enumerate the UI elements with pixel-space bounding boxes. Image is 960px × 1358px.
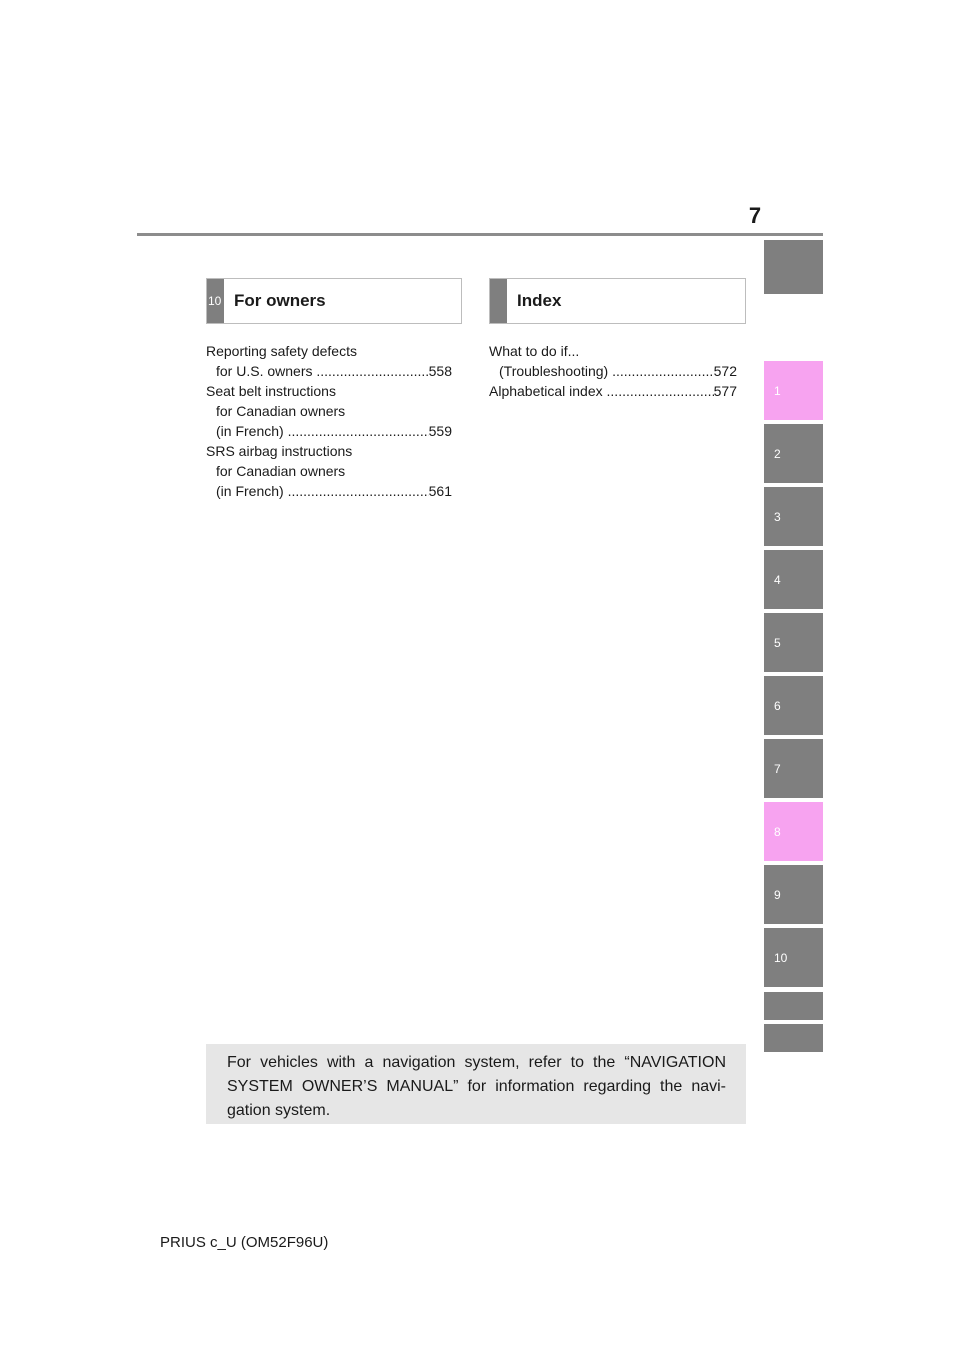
chapter-tab-label: 1: [774, 383, 781, 398]
section-header-index: [489, 278, 746, 324]
chapter-tab-blank-2[interactable]: [764, 1024, 823, 1052]
toc-page-number: 577: [713, 383, 737, 399]
section-title: Index: [517, 291, 562, 310]
toc-entry-what-to-do-if[interactable]: [489, 341, 737, 381]
toc-entry-seat-belt-instructions[interactable]: [206, 381, 452, 441]
chapter-tab-label: 10: [774, 950, 788, 965]
chapter-tab-4[interactable]: [764, 550, 823, 609]
toc-entry-line: [206, 361, 452, 381]
chapter-tab-10[interactable]: [764, 928, 823, 987]
toc-entry-line: [206, 481, 452, 501]
chapter-tab-7[interactable]: [764, 739, 823, 798]
toc-entry-subtitle: (in French) .....: [216, 421, 429, 441]
toc-entry-title: SRS airbag instructions: [206, 443, 353, 459]
chapter-tab-label: 5: [774, 635, 781, 650]
section-number: 10: [207, 279, 224, 323]
toc-page-number: 558: [428, 363, 452, 379]
navigation-note-box: For vehicles with a navigation system, refer to the “NAVIGATION SYSTEM OWNER’S MANUAL” for information regarding the navi-gation system.: [206, 1044, 746, 1124]
toc-entry-title: Seat belt instructions: [206, 383, 336, 399]
toc-page-number: 559: [428, 423, 452, 439]
toc-entry-subtitle: for Canadian owners: [216, 463, 346, 479]
toc-entry-line: [489, 381, 737, 401]
page-number: 7: [748, 203, 762, 228]
chapter-tab-label: 6: [774, 698, 781, 713]
toc-entry-subtitle: (Troubleshooting) .....: [499, 361, 714, 381]
footer-manual-id: PRIUS c_U (OM52F96U): [160, 1234, 329, 1251]
chapter-tab-label: 4: [774, 572, 781, 587]
chapter-tab-2[interactable]: [764, 424, 823, 483]
header-rule: [137, 233, 823, 236]
chapter-tab-label: 8: [774, 824, 781, 839]
chapter-tab-8[interactable]: [764, 802, 823, 861]
toc-entry-title: Alphabetical index .....: [489, 381, 714, 401]
chapter-tab-label: 3: [774, 509, 781, 524]
toc-entry-title: Reporting safety defects: [206, 343, 357, 359]
toc-entry-subtitle: (in French) .....: [216, 481, 429, 501]
chapter-tab-blank-1[interactable]: [764, 992, 823, 1020]
chapter-tab-5[interactable]: [764, 613, 823, 672]
chapter-tab-label: 7: [774, 761, 781, 776]
toc-page-number: 572: [713, 363, 737, 379]
toc-entry-line: [206, 421, 452, 441]
section-header-for-owners: [206, 278, 462, 324]
toc-entry-alphabetical-index[interactable]: [489, 381, 737, 401]
toc-entry-title: What to do if...: [489, 343, 580, 359]
chapter-tab-9[interactable]: [764, 865, 823, 924]
section-title: For owners: [234, 291, 326, 310]
chapter-tab-label: 2: [774, 446, 781, 461]
toc-index: [489, 341, 737, 401]
section-number: [490, 279, 507, 323]
toc-entry-srs-airbag-instructions[interactable]: [206, 441, 452, 501]
chapter-tab-label: 9: [774, 887, 781, 902]
toc-page-number: 561: [428, 483, 452, 499]
toc-entry-line: [489, 361, 737, 381]
chapter-tab-6[interactable]: [764, 676, 823, 735]
toc-entry-subtitle: for U.S. owners .....: [216, 361, 429, 381]
chapter-tab-blank-top[interactable]: [764, 240, 823, 294]
toc-for-owners: [206, 341, 452, 501]
chapter-tab-3[interactable]: [764, 487, 823, 546]
chapter-tab-1[interactable]: [764, 361, 823, 420]
toc-entry-reporting-safety-defects[interactable]: [206, 341, 452, 381]
toc-entry-subtitle: for Canadian owners: [216, 403, 346, 419]
